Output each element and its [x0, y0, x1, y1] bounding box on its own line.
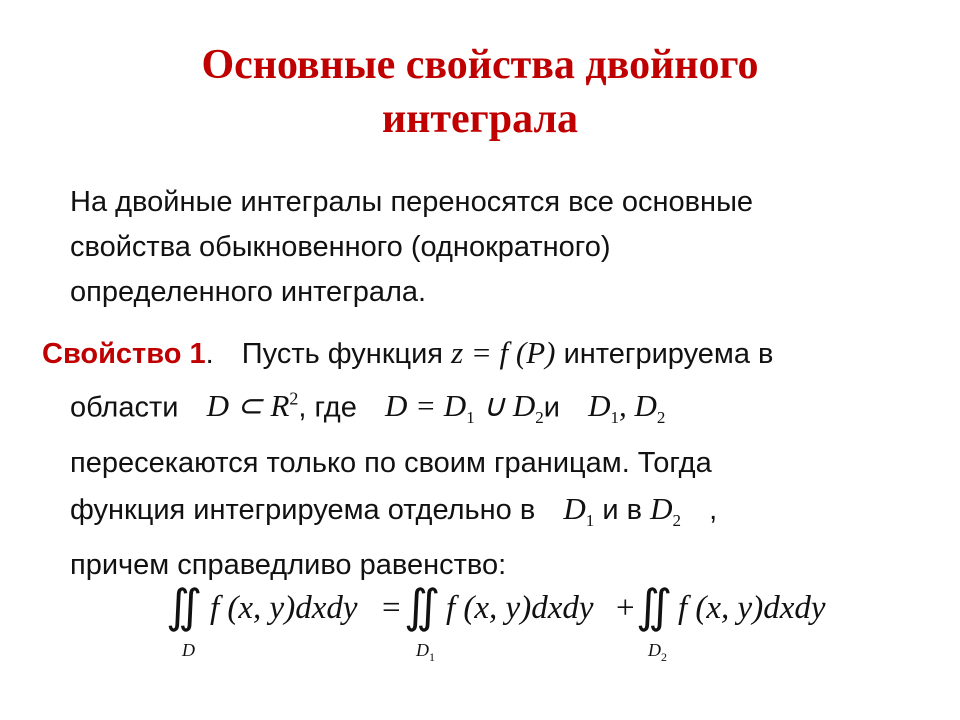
property-text-8: и в: [602, 493, 643, 526]
math-function-z: z = f (P): [451, 335, 556, 370]
title-line-2: интеграла: [381, 96, 579, 142]
property-dot: .: [205, 338, 214, 370]
integral-limit-2-sub: 1: [429, 650, 435, 664]
intro-line-3: определенного интеграла.: [70, 276, 427, 308]
equality-formula: [166, 578, 890, 668]
property-name: Свойство 1: [42, 338, 206, 370]
property-line-4: [42, 486, 922, 543]
integrand-3: f (x, y)dxdy: [678, 590, 826, 626]
slide-title: [0, 38, 960, 146]
equals-sign: =: [382, 590, 401, 626]
property-text-7: функция интегрируема отдельно в: [70, 493, 536, 526]
property-line-1: [42, 330, 922, 377]
integral-limit-2: D: [416, 640, 429, 660]
math-domain-subset: D ⊂ $R^2$: [206, 388, 299, 424]
integral-limit-3-sub: 2: [661, 650, 667, 664]
title-line-1: Основные свойства двойного: [201, 42, 759, 88]
property-line-5: причем справедливо равенство:: [70, 548, 507, 581]
property-text-4: , где: [298, 391, 357, 424]
double-integral-sign-3: ∬: [636, 581, 673, 632]
property-text-2: интегрируема в: [563, 338, 774, 370]
property-line-3: пересекаются только по своим границам. Тогда: [70, 446, 712, 479]
math-domain-union: $D = D_1$ ∪ $D_2$: [384, 388, 544, 428]
property-block: [42, 330, 922, 588]
math-d1: $D_1$: [563, 490, 595, 530]
integrand-1: f (x, y)dxdy: [210, 590, 358, 626]
integrand-2: f (x, y)dxdy: [446, 590, 594, 626]
integral-limit-1: D: [182, 640, 195, 660]
intro-paragraph: [70, 180, 890, 315]
math-domain-pair: $D_1$, $D_2$: [588, 388, 666, 428]
intro-line-2: свойства обыкновенного (однократного): [70, 231, 611, 263]
double-integral-sign-1: ∬: [166, 581, 203, 632]
intro-line-1: На двойные интегралы переносятся все основные: [70, 186, 754, 218]
plus-sign: +: [616, 590, 635, 626]
integral-limit-3: D: [648, 640, 661, 660]
double-integral-sign-2: ∬: [404, 581, 441, 632]
property-text-3: области: [70, 391, 179, 424]
property-text-5: и: [543, 391, 560, 424]
property-line-2: [42, 377, 922, 441]
math-d2: $D_2$: [650, 490, 681, 530]
property-text-1: Пусть функция: [241, 338, 444, 370]
property-text-9: ,: [709, 493, 718, 526]
